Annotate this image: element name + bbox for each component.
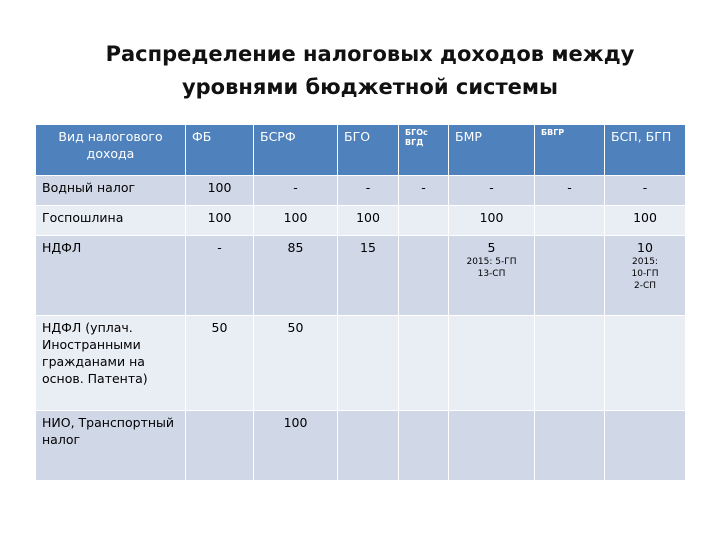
cell-bsp-note: 10-ГП: [631, 269, 659, 279]
cell-bsp: [605, 236, 686, 316]
cell-bsp: 100: [605, 206, 686, 236]
cell-bsp: -: [605, 176, 686, 206]
cell-bsrf: 100: [254, 206, 338, 236]
col-header-bsrf: БСРФ: [254, 125, 338, 176]
row-name: Госпошлина: [36, 206, 186, 236]
cell-bgo: [338, 316, 399, 411]
table-row: [36, 206, 686, 236]
col-header-bgo: БГО: [338, 125, 399, 176]
cell-bsp-note: 2015:: [632, 257, 658, 267]
cell-bmr: [449, 236, 535, 316]
row-name: НИО, Транспортный налог: [36, 411, 186, 481]
slide-title: [60, 38, 680, 104]
table-row: [36, 411, 686, 481]
col-header-fb: ФБ: [186, 125, 254, 176]
tax-distribution-table: [35, 124, 686, 481]
col-header-bvgr: БВГР: [535, 125, 605, 176]
cell-bgos: [399, 206, 449, 236]
cell-bsp: [605, 411, 686, 481]
cell-bvgr: [535, 316, 605, 411]
col-header-bmr: БМР: [449, 125, 535, 176]
col-header-tax-type: Вид налогового дохода: [36, 125, 186, 176]
title-line-1: Распределение налоговых доходов между: [105, 42, 635, 66]
cell-bmr: [449, 411, 535, 481]
cell-bsrf: -: [254, 176, 338, 206]
cell-bmr: [449, 316, 535, 411]
cell-bsrf: 100: [254, 411, 338, 481]
cell-bmr-note: 13-СП: [477, 269, 506, 279]
cell-bvgr: [535, 206, 605, 236]
cell-bgo: 15: [338, 236, 399, 316]
cell-bvgr: -: [535, 176, 605, 206]
cell-bvgr: [535, 236, 605, 316]
cell-bsp: [605, 316, 686, 411]
col-header-bgos-vgd: БГОс ВГД: [399, 125, 449, 176]
table-row: [36, 236, 686, 316]
row-name: Водный налог: [36, 176, 186, 206]
cell-bmr: 100: [449, 206, 535, 236]
row-name: НДФЛ (уплач. Иностранными гражданами на основ. Патента): [36, 316, 186, 411]
cell-bsp-note: 2-СП: [633, 281, 657, 291]
cell-bmr-value: 5: [487, 240, 496, 255]
cell-bgo: [338, 411, 399, 481]
cell-bgos: [399, 411, 449, 481]
cell-bmr-note: 2015: 5-ГП: [466, 257, 517, 267]
cell-bgo: 100: [338, 206, 399, 236]
table-row: [36, 176, 686, 206]
cell-bgo: -: [338, 176, 399, 206]
cell-fb: -: [186, 236, 254, 316]
col-header-bsp-bgp: БСП, БГП: [605, 125, 686, 176]
cell-fb: 50: [186, 316, 254, 411]
cell-bgos: [399, 316, 449, 411]
cell-fb: 100: [186, 206, 254, 236]
table-row: [36, 316, 686, 411]
cell-bsrf: 50: [254, 316, 338, 411]
cell-bgos: [399, 236, 449, 316]
cell-fb: [186, 411, 254, 481]
row-name: НДФЛ: [36, 236, 186, 316]
cell-bsrf: 85: [254, 236, 338, 316]
table-header-row: [36, 125, 686, 176]
cell-bvgr: [535, 411, 605, 481]
cell-bmr: -: [449, 176, 535, 206]
title-line-2: уровнями бюджетной системы: [181, 75, 559, 99]
cell-fb: 100: [186, 176, 254, 206]
cell-bgos: -: [399, 176, 449, 206]
cell-bsp-value: 10: [637, 240, 653, 255]
